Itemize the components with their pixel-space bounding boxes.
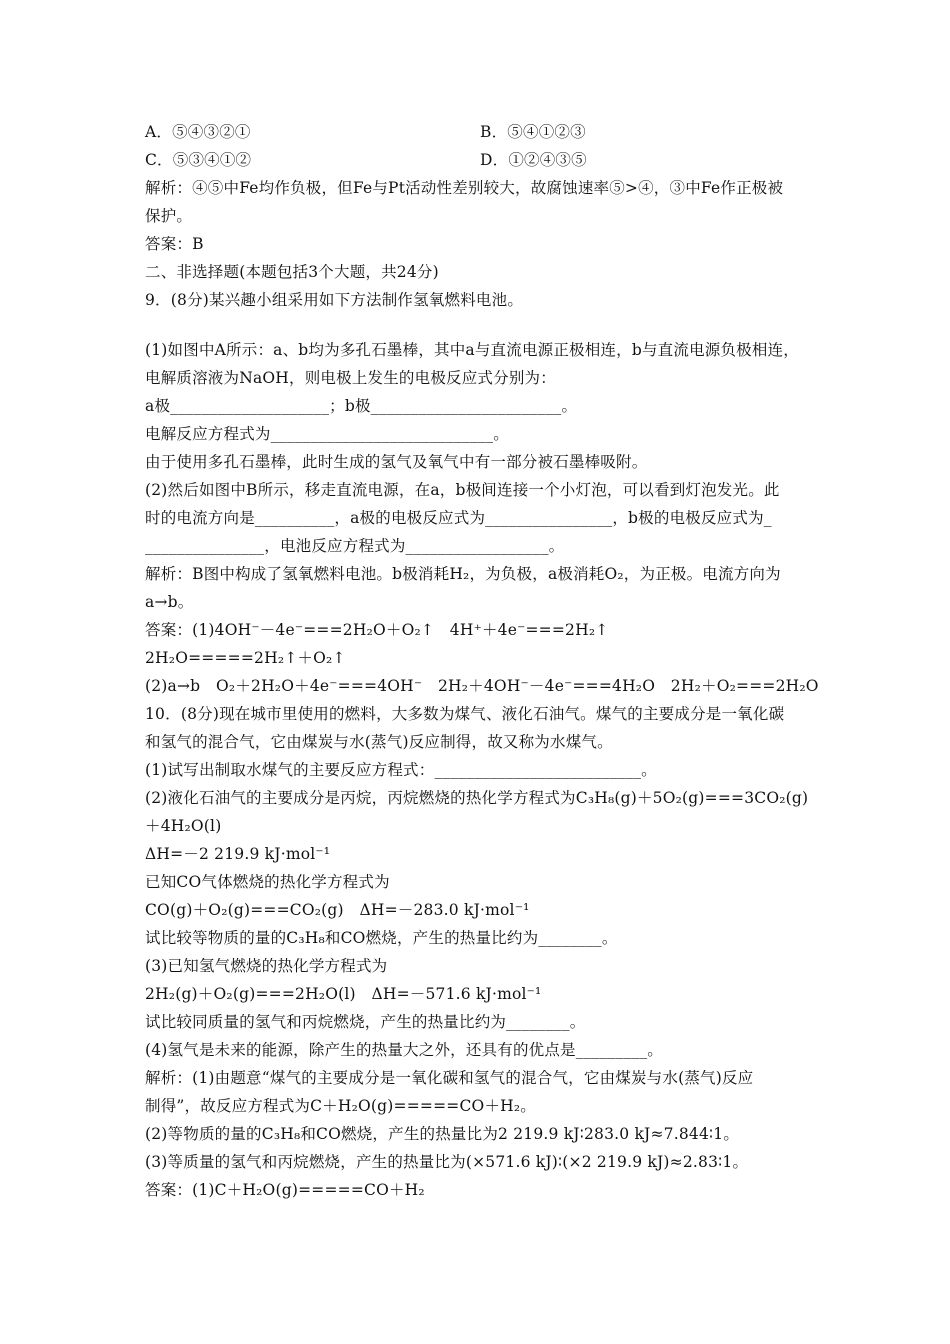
analysis-line: 解析：④⑤中Fe均作负极，但Fe与Pt活动性差别较大，故腐蚀速率⑤>④，③中Fe作正极被 xyxy=(145,179,784,197)
option-c: C．⑤③④①② xyxy=(145,151,252,169)
question-text: (2)然后如图中B所示，移走直流电源，在a，b极间连接一个小灯泡，可以看到灯泡发光。此 xyxy=(145,481,780,499)
answer-line: 答案：(1)4OH⁻－4e⁻===2H₂O＋O₂↑ 4H⁺＋4e⁻===2H₂↑ xyxy=(145,621,609,639)
analysis-line: 制得”，故反应方程式为C＋H₂O(g)=====CO＋H₂。 xyxy=(145,1097,536,1115)
analysis-line: 解析：(1)由题意“煤气的主要成分是一氧化碳和氢气的混合气，它由煤炭与水(蒸气)反应 xyxy=(145,1069,754,1087)
answer-line: 答案：(1)C＋H₂O(g)=====CO＋H₂ xyxy=(145,1181,425,1199)
analysis-line: 保护。 xyxy=(145,207,193,225)
equation-line: ΔH=－2 219.9 kJ·mol⁻¹ xyxy=(145,845,331,863)
section-heading: 二、非选择题(本题包括3个大题，共24分) xyxy=(145,263,439,281)
question-text: 电解质溶液为NaOH，则电极上发生的电极反应式分别为： xyxy=(145,369,556,387)
question-blank-line: 电解反应方程式为____________________________。 xyxy=(145,425,509,443)
question-text: 由于使用多孔石墨棒，此时生成的氢气及氧气中有一部分被石墨棒吸附。 xyxy=(145,453,648,471)
analysis-line: 解析：B图中构成了氢氧燃料电池。b极消耗H₂，为负极，a极消耗O₂，为正极。电流方向为 xyxy=(145,565,781,583)
answer-line: 2H₂O=====2H₂↑＋O₂↑ xyxy=(145,649,346,667)
question-blank-line: a极____________________；b极________________________。 xyxy=(145,397,578,415)
equation-line: 2H₂(g)＋O₂(g)===2H₂O(l) ΔH=－571.6 kJ·mol⁻¹ xyxy=(145,985,542,1003)
question-blank-line: 试比较等物质的量的C₃H₈和CO燃烧，产生的热量比约为________。 xyxy=(145,929,618,947)
question-text: 和氢气的混合气，它由煤炭与水(蒸气)反应制得，故又称为水煤气。 xyxy=(145,733,613,751)
question-blank-line: (4)氢气是未来的能源，除产生的热量大之外，还具有的优点是_________。 xyxy=(145,1041,664,1059)
question-text: (2)液化石油气的主要成分是丙烷，丙烷燃烧的热化学方程式为C₃H₈(g)＋5O₂(g)===3CO₂(g) xyxy=(145,789,809,807)
question-text: (3)已知氢气燃烧的热化学方程式为 xyxy=(145,957,388,975)
question-blank-line: 试比较同质量的氢气和丙烷燃烧，产生的热量比约为________。 xyxy=(145,1013,586,1031)
question-blank-line: 时的电流方向是__________，a极的电极反应式为________________，b极的电极反应式为_ xyxy=(145,509,772,527)
equation-line: CO(g)＋O₂(g)===CO₂(g) ΔH=－283.0 kJ·mol⁻¹ xyxy=(145,901,530,919)
analysis-line: (2)等物质的量的C₃H₈和CO燃烧，产生的热量比为2 219.9 kJ∶283.0 kJ≈7.844∶1。 xyxy=(145,1125,740,1143)
question-text: 已知CO气体燃烧的热化学方程式为 xyxy=(145,873,390,891)
option-d: D．①②④③⑤ xyxy=(480,151,587,169)
question-9-title: 9．(8分)某兴趣小组采用如下方法制作氢氧燃料电池。 xyxy=(145,291,524,309)
question-blank-line: (1)试写出制取水煤气的主要反应方程式：__________________________。 xyxy=(145,761,657,779)
question-blank-line: _______________，电池反应方程式为__________________。 xyxy=(145,537,565,555)
option-a: A．⑤④③②① xyxy=(145,123,251,141)
equation-line: ＋4H₂O(l) xyxy=(145,817,222,835)
analysis-line: a→b。 xyxy=(145,593,194,611)
answer-line: (2)a→b O₂＋2H₂O＋4e⁻===4OH⁻ 2H₂＋4OH⁻－4e⁻===4H₂O 2H₂＋O₂===2H₂O xyxy=(145,677,819,695)
answer-line: 答案：B xyxy=(145,235,204,253)
analysis-line: (3)等质量的氢气和丙烷燃烧，产生的热量比为(×571.6 kJ)∶(×2 219.9 kJ)≈2.83∶1。 xyxy=(145,1153,749,1171)
option-b: B．⑤④①②③ xyxy=(480,123,586,141)
question-10-title: 10．(8分)现在城市里使用的燃料，大多数为煤气、液化石油气。煤气的主要成分是一氧化碳 xyxy=(145,705,785,723)
question-text: (1)如图中A所示：a、b均为多孔石墨棒，其中a与直流电源正极相连，b与直流电源负极相连， xyxy=(145,341,799,359)
